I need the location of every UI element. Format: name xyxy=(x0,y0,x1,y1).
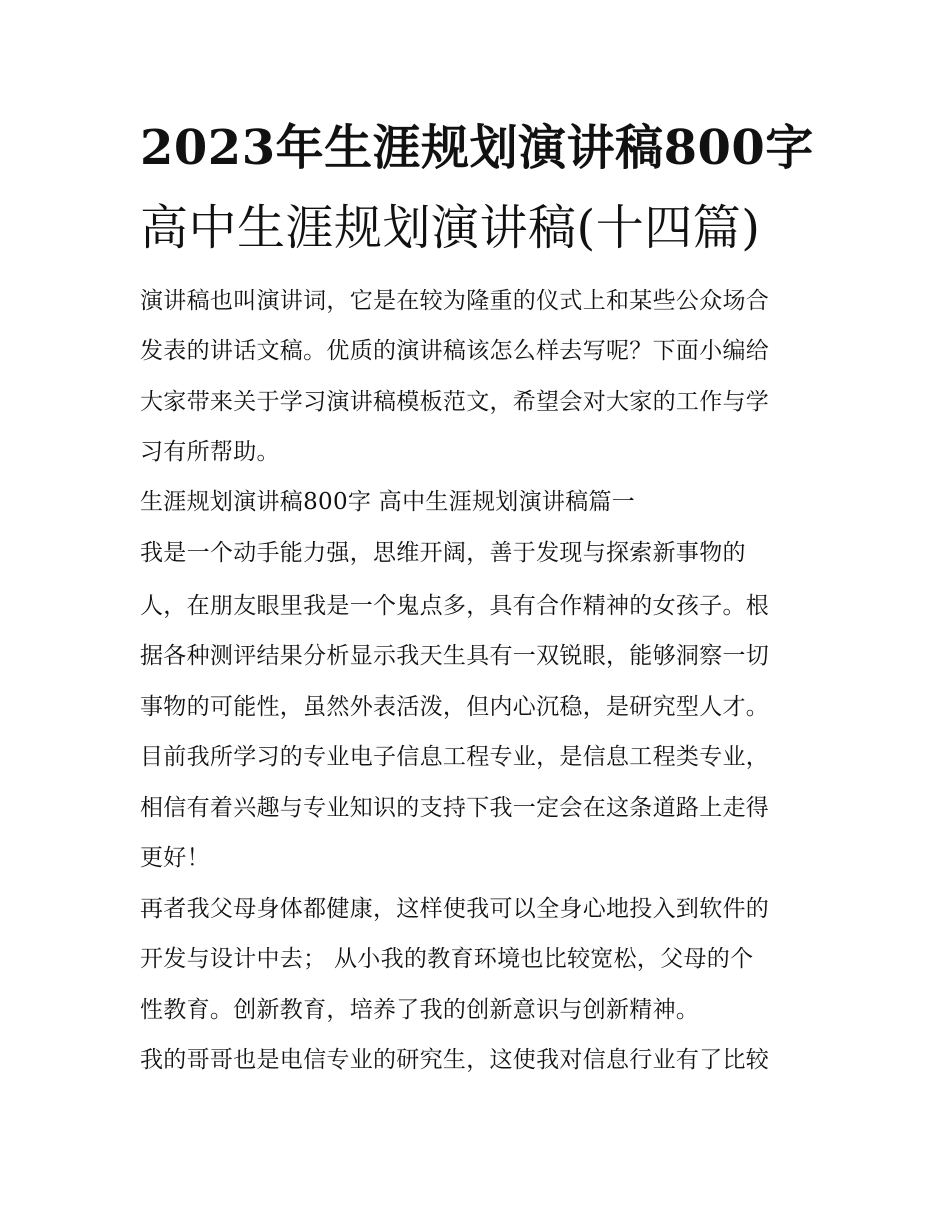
document-title-line-2: 高中生涯规划演讲稿(十四篇) xyxy=(140,200,761,256)
body-line-11: 我的哥哥也是电信专业的研究生，这使我对信息行业有了比较 xyxy=(140,1047,770,1073)
intro-line-3: 大家带来关于学习演讲稿模板范文，希望会对大家的工作与学 xyxy=(140,389,770,415)
intro-line-2: 发表的讲话文稿。优质的演讲稿该怎么样去写呢？下面小编给 xyxy=(140,338,770,364)
body-line-9: 开发与设计中去； 从小我的教育环境也比较宽松，父母的个 xyxy=(140,946,754,972)
body-line-5: 目前我所学习的专业电子信息工程专业，是信息工程类专业， xyxy=(140,744,770,770)
intro-line-4: 习有所帮助。 xyxy=(140,439,280,465)
body-line-2: 人，在朋友眼里我是一个鬼点多，具有合作精神的女孩子。根 xyxy=(140,593,770,619)
document-title-line-1: 2023年生涯规划演讲稿800字 xyxy=(140,120,814,176)
body-line-8: 再者我父母身体都健康，这样使我可以全身心地投入到软件的 xyxy=(140,896,770,922)
body-line-1: 我是一个动手能力强，思维开阔，善于发现与探索新事物的 xyxy=(140,540,746,566)
body-line-6: 相信有着兴趣与专业知识的支持下我一定会在这条道路上走得 xyxy=(140,795,770,821)
body-line-7: 更好！ xyxy=(140,845,210,871)
intro-line-1: 演讲稿也叫演讲词，它是在较为隆重的仪式上和某些公众场合 xyxy=(140,288,770,314)
body-line-3: 据各种测评结果分析显示我天生具有一双锐眼，能够洞察一切 xyxy=(140,643,770,669)
body-line-4: 事物的可能性，虽然外表活泼，但内心沉稳，是研究型人才。 xyxy=(140,694,770,720)
section-heading: 生涯规划演讲稿800字 高中生涯规划演讲稿篇一 xyxy=(140,489,636,515)
body-line-10: 性教育。创新教育，培养了我的创新意识与创新精神。 xyxy=(140,997,700,1023)
